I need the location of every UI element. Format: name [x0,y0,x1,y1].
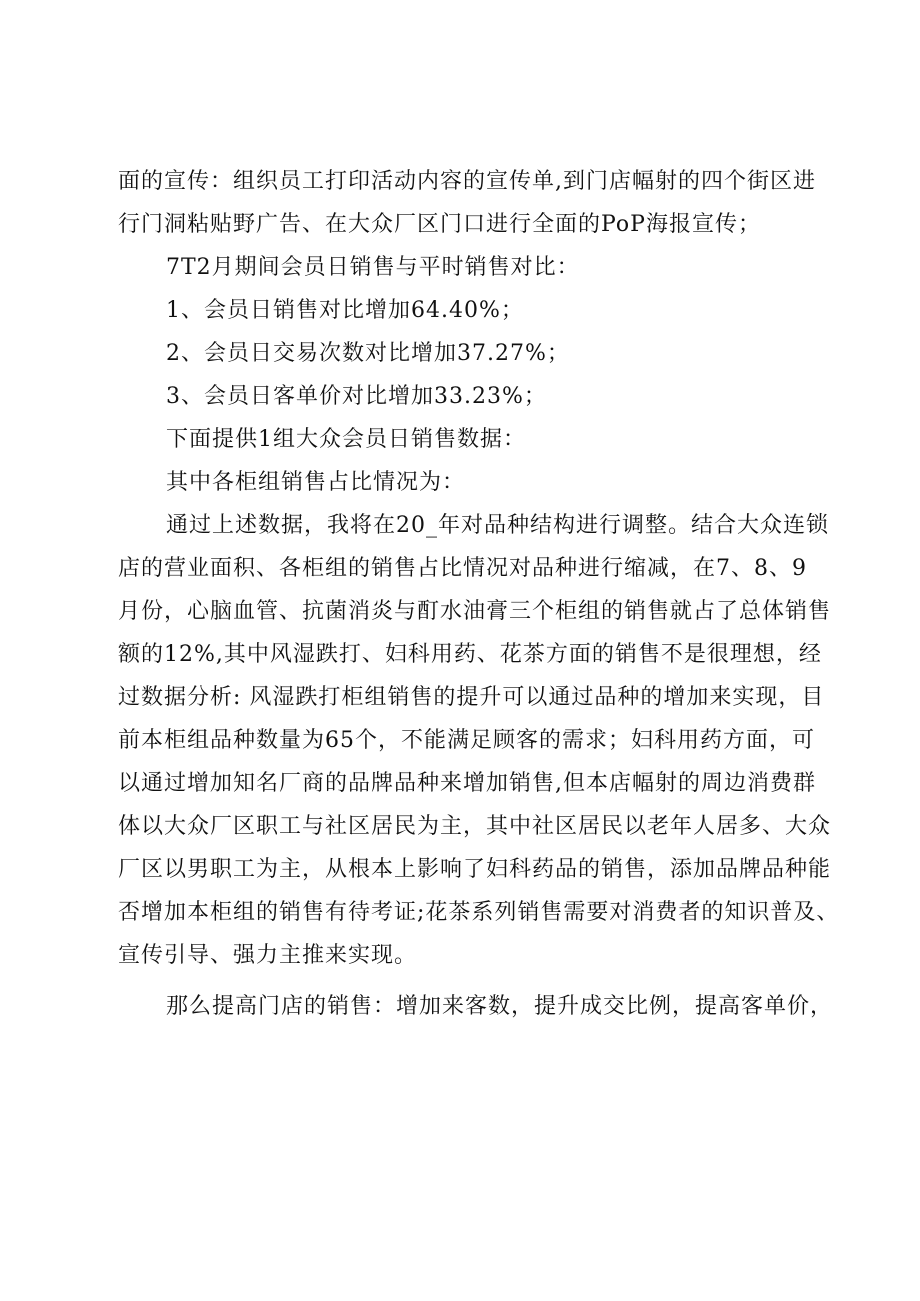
document-body [118,160,846,1028]
text-line: 其中各柜组销售占比情况为： [166,470,466,495]
text-line: 3、会员日客单价对比增加33.23%； [166,384,547,409]
text-line: 行门洞粘贴野广告、在大众厂区门口进行全面的PoP海报宣传； [118,212,761,237]
text-line: 通过上述数据，我将在20_年对品种结构进行调整。结合大众连锁 [166,513,829,538]
text-line: 前本柜组品种数量为65个，不能满足顾客的需求；妇科用药方面，可 [118,728,815,753]
text-line: 下面提供1组大众会员日销售数据： [166,427,526,452]
text-line: 宣传引导、强力主推来实现。 [118,943,418,968]
text-line: 2、会员日交易次数对比增加37.27%； [166,341,570,366]
text-line: 以通过增加知名厂商的品牌品种来增加销售,但本店幅射的周边消费群 [118,771,816,796]
text-line: 7T2月期间会员日销售与平时销售对比： [166,255,580,280]
text-line: 1、会员日销售对比增加64.40%； [166,298,524,323]
text-line: 店的营业面积、各柜组的销售占比情况对品种进行缩减，在7、8、9 [118,556,807,581]
text-line: 月份，心脑血管、抗菌消炎与酊水油膏三个柜组的销售就占了总体销售 [118,599,832,624]
text-line: 否增加本柜组的销售有待考证;花茶系列销售需要对消费者的知识普及、 [118,900,840,925]
text-line: 过数据分析: 风湿跌打柜组销售的提升可以通过品种的增加来实现，目 [118,685,825,710]
text-line: 额的12%,其中风湿跌打、妇科用药、花茶方面的销售不是很理想，经 [118,642,822,667]
text-line: 那么提高门店的销售：增加来客数，提升成交比例，提高客单价， [166,994,834,1019]
text-line: 体以大众厂区职工与社区居民为主，其中社区居民以老年人居多、大众 [118,814,832,839]
text-line: 面的宣传：组织员工打印活动内容的宣传单,到门店幅射的四个街区进 [118,169,816,194]
text-line: 厂区以男职工为主，从根本上影响了妇科药品的销售，添加品牌品种能 [118,857,832,882]
